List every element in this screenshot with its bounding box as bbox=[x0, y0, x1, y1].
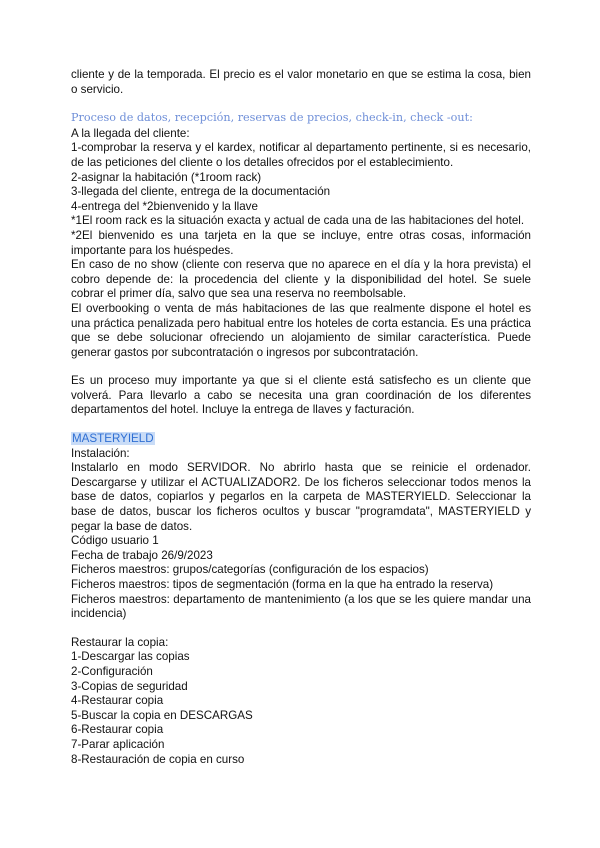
user-code: Código usuario 1 bbox=[71, 534, 159, 548]
work-date: Fecha de trabajo 26/9/2023 bbox=[71, 548, 213, 562]
masteryield-highlight: MASTERYIELD bbox=[72, 432, 154, 446]
install-paragraph: Instalarlo en modo SERVIDOR. No abrirlo hasta que se reinicie el ordenador. Descargarse y utilizar el ACTUALIZADOR2. De los ficheros seleccionar todos menos la base de datos, copiarlos y pegarlos en la carpeta de MASTERYIELD. Seleccionar la base de datos, buscar los ficheros ocultos y buscar "programdata", MASTERYIELD y pegar la base de datos. bbox=[71, 461, 531, 533]
section-heading-checkin: Proceso de datos, recepción, reservas de precios, check-in, check -out: bbox=[71, 111, 473, 125]
restore-step-5: 5-Buscar la copia en DESCARGAS bbox=[71, 708, 253, 722]
arrival-label: A la llegada del cliente: bbox=[71, 126, 190, 140]
master-file-1: Ficheros maestros: grupos/categorías (configuración de los espacios) bbox=[71, 563, 429, 577]
restore-step-8: 8-Restauración de copia en curso bbox=[71, 752, 245, 766]
restore-step-4: 4-Restaurar copia bbox=[71, 694, 164, 708]
restore-label: Restaurar la copia: bbox=[71, 635, 169, 649]
masteryield-title bbox=[71, 432, 531, 447]
step-3: 3-llegada del cliente, entrega de la documentación bbox=[71, 185, 331, 199]
restore-step-3: 3-Copias de seguridad bbox=[71, 679, 188, 693]
restore-step-6: 6-Restaurar copia bbox=[71, 723, 164, 737]
note-bienvenido: *2El bienvenido es una tarjeta en la que se incluye, entre otras cosas, información importante para los huéspedes. bbox=[71, 228, 531, 257]
master-file-3: Ficheros maestros: departamento de mantenimiento (a los que se les quiere mandar una incidencia) bbox=[71, 592, 531, 621]
install-label: Instalación: bbox=[71, 446, 130, 460]
note-room-rack: *1El room rack es la situación exacta y actual de cada una de las habitaciones del hotel. bbox=[71, 214, 525, 228]
summary-paragraph: Es un proceso muy importante ya que si el cliente está satisfecho es un cliente que volverá. Para llevarlo a cabo se necesita una gran coordinación de los diferentes departamentos del hotel. Incluye la entrega de llaves y facturación. bbox=[71, 374, 531, 417]
restore-step-7: 7-Parar aplicación bbox=[71, 737, 165, 751]
no-show-paragraph: En caso de no show (cliente con reserva que no aparece en el día y la hora prevista) el cobro depende de: la procedencia del cliente y la disponibilidad del hotel. Se suele cobrar el primer día, salvo que sea una reserva no reembolsable. bbox=[71, 258, 531, 301]
step-4: 4-entrega del *2bienvenido y la llave bbox=[71, 199, 258, 213]
overbooking-paragraph: El overbooking o venta de más habitaciones de las que realmente dispone el hotel es una práctica penalizada pero habitual entre los hoteles de corta estancia. Es una práctica que se debe solucionar ofreciendo un alojamiento de similar característica. Puede generar gastos por subcontratación o ingresos por subcontratación. bbox=[71, 301, 531, 359]
restore-step-1: 1-Descargar las copias bbox=[71, 650, 190, 664]
step-1: 1-comprobar la reserva y el kardex, notificar al departamento pertinente, si es necesario, de las peticiones del cliente o los detalles ofrecidos por el establecimiento. bbox=[71, 141, 531, 169]
restore-step-2: 2-Configuración bbox=[71, 664, 153, 678]
step-2: 2-asignar la habitación (*1room rack) bbox=[71, 170, 262, 184]
master-file-2: Ficheros maestros: tipos de segmentación (forma en la que ha entrado la reserva) bbox=[71, 578, 494, 591]
intro-paragraph: cliente y de la temporada. El precio es el valor monetario en que se estima la cosa, bien o servicio. bbox=[71, 68, 531, 96]
document-page bbox=[71, 68, 531, 767]
